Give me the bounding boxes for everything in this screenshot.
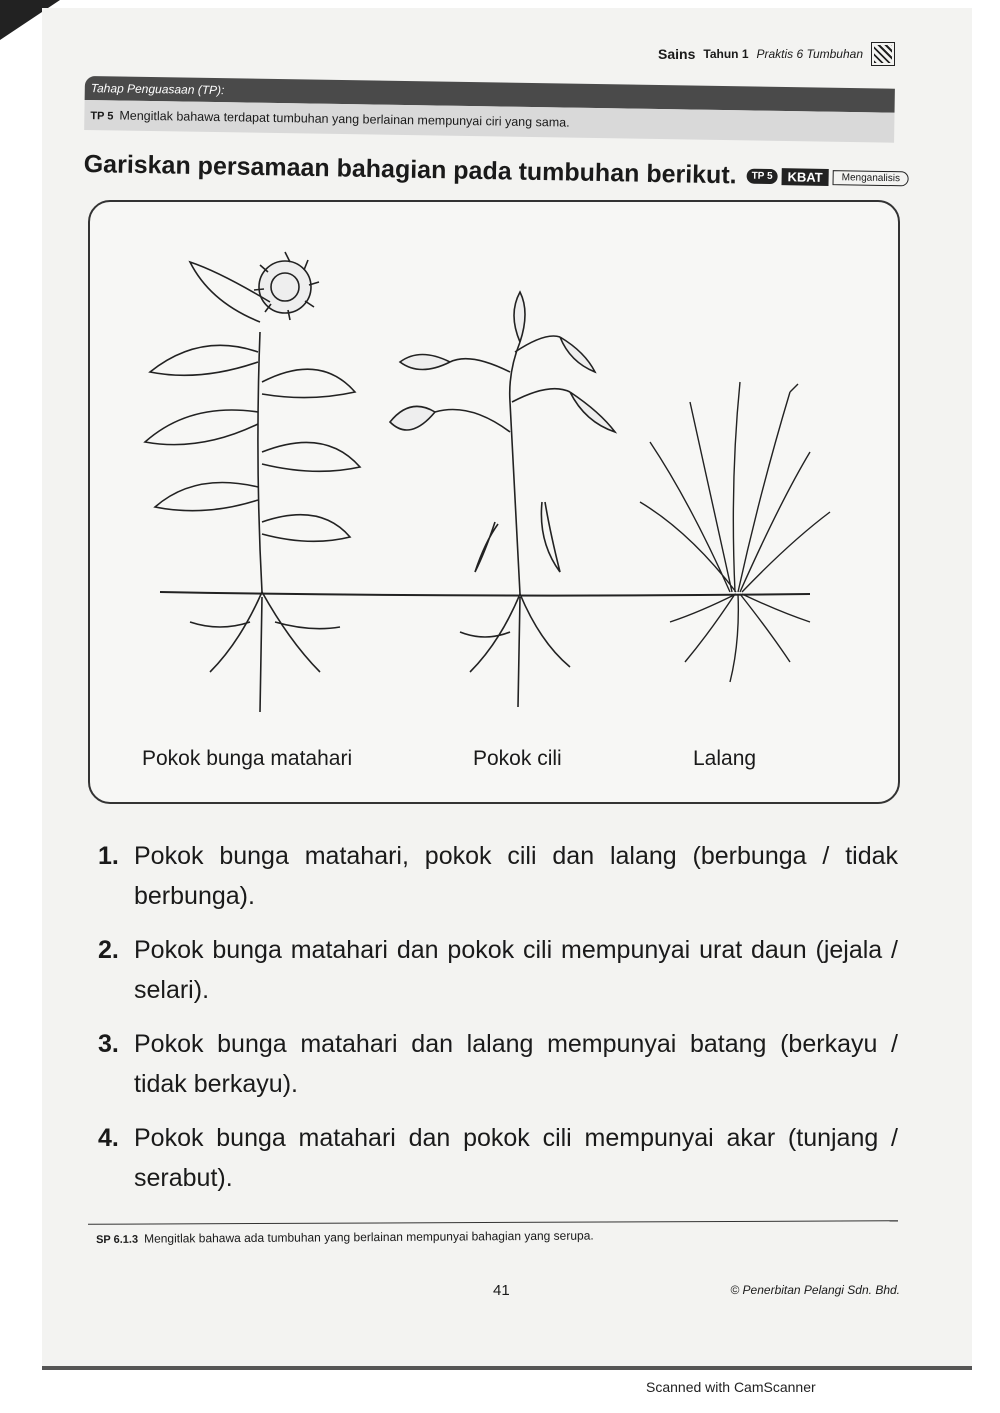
question-item	[98, 1118, 898, 1198]
chili-plant-icon	[390, 292, 615, 707]
label-chili: Pokok cili	[473, 747, 562, 770]
question-text: Pokok bunga matahari dan pokok cili mempunyai akar (tunjang / serabut).	[134, 1124, 898, 1192]
question-item	[98, 930, 898, 1010]
question-item	[98, 836, 898, 916]
question-text: Pokok bunga matahari, pokok cili dan lalang (berbunga / tidak berbunga).	[134, 842, 898, 910]
sunflower-plant-icon	[145, 252, 360, 712]
tahap-title: Tahap Penguasaan (TP):	[85, 76, 895, 113]
tahap-text: Mengitlak bahawa terdapat tumbuhan yang berlainan mempunyai ciri yang sama.	[119, 108, 570, 130]
header-year: Tahun 1	[703, 47, 749, 61]
question-number: 4.	[98, 1124, 119, 1152]
question-text: Pokok bunga matahari dan pokok cili mempunyai urat daun (jejala / selari).	[134, 936, 898, 1004]
question-number: 1.	[98, 842, 119, 870]
page-number: 41	[493, 1282, 510, 1299]
header-subject: Sains	[658, 46, 696, 62]
label-lalang: Lalang	[693, 747, 757, 770]
label-sunflower: Pokok bunga matahari	[142, 747, 353, 770]
question-text: Pokok bunga matahari dan lalang mempunyai batang (berkayu / tidak berkayu).	[134, 1030, 898, 1098]
scanner-watermark: Scanned with CamScanner	[646, 1379, 816, 1395]
instruction-text: Gariskan persamaan bahagian pada tumbuhan berikut.	[83, 150, 737, 190]
question-item	[98, 1024, 898, 1104]
question-list	[98, 836, 898, 1212]
footer-sp-text: Mengitlak bahawa ada tumbuhan yang berlainan mempunyai bahagian yang serupa.	[143, 1228, 594, 1246]
publisher-credit: © Penerbitan Pelangi Sdn. Bhd.	[730, 1283, 900, 1297]
grass-plant-icon	[640, 382, 830, 682]
skill-badges	[746, 168, 909, 188]
badge-skill: Menganalisis	[833, 170, 910, 186]
badge-kbat: KBAT	[781, 168, 828, 186]
tahap-penguasaan-bar	[84, 76, 895, 151]
header-chapter: Praktis 6 Tumbuhan	[756, 47, 863, 61]
plants-illustration	[90, 202, 898, 802]
footer-sp-code: SP 6.1.3	[96, 1233, 139, 1246]
page-header	[658, 42, 895, 66]
tahap-level: TP 5	[90, 110, 114, 123]
question-number: 2.	[98, 936, 119, 964]
question-number: 3.	[98, 1030, 119, 1058]
page-bottom-edge	[42, 1366, 972, 1370]
plants-figure	[88, 200, 900, 804]
badge-tp: TP 5	[746, 169, 777, 185]
pelangi-logo-icon	[871, 42, 895, 66]
